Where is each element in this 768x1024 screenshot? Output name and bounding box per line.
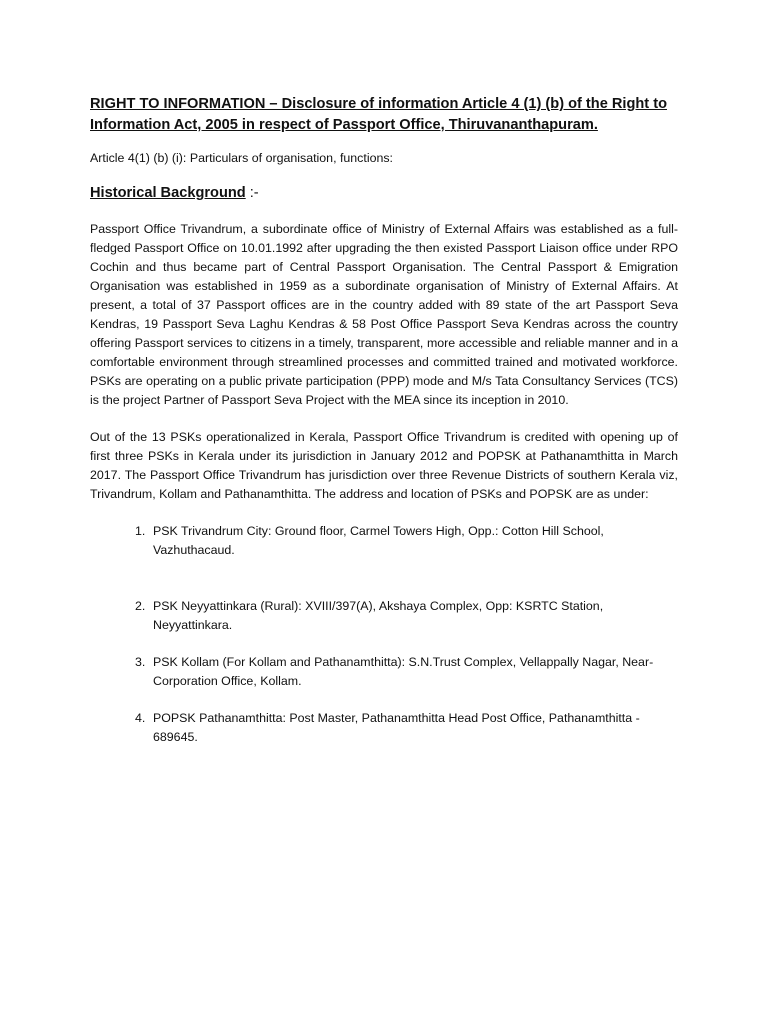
list-item-number: 4. — [135, 711, 146, 725]
list-item-text: PSK Trivandrum City: Ground floor, Carmel Towers High, Opp.: Cotton Hill School, Vazhuthacaud. — [153, 524, 604, 557]
list-item-number: 3. — [135, 655, 146, 669]
paragraph-history: Passport Office Trivandrum, a subordinate office of Ministry of External Affairs was established as a full-fledged Passport Office on 10.01.1992 after upgrading the then existed Passport Liaison office under RPO Cochin and thus became part of Central Passport Organisation. The Central Passport & Emigration Organisation was established in 1959 as a subordinate organisation of Ministry of External Affairs. At present, a total of 37 Passport offices are in the country added with 89 state of the art Passport Seva Kendras, 19 Passport Seva Laghu Kendras & 58 Post Office Passport Seva Kendras across the country offering Passport services to citizens in a timely, transparent, more accessible and reliable manner and in a comfortable environment through streamlined processes and committed trained and motivated workforce. PSKs are operating on a public private participation (PPP) mode and M/s Tata Consultancy Services (TCS) is the project Partner of Passport Seva Project with the MEA since its inception in 2010. — [90, 222, 678, 407]
list-item — [135, 522, 678, 560]
section-heading — [90, 183, 678, 203]
list-item-text: PSK Kollam (For Kollam and Pathanamthitta): S.N.Trust Complex, Vellappally Nagar, Near- Corporation Office, Kollam. — [153, 655, 654, 688]
list-item — [135, 653, 678, 691]
list-item — [135, 709, 678, 747]
list-item — [135, 597, 678, 635]
list-item-text: POPSK Pathanamthitta: Post Master, Pathanamthitta Head Post Office, Pathanamthitta - 689645. — [153, 711, 640, 744]
section-heading-suffix: :- — [245, 185, 259, 201]
list-item-number: 2. — [135, 599, 146, 613]
location-list — [90, 522, 678, 747]
list-item-text: PSK Neyyattinkara (Rural): XVIII/397(A), Akshaya Complex, Opp: KSRTC Station, Neyyattinkara. — [153, 599, 604, 632]
document-page — [90, 94, 678, 765]
list-item-number: 1. — [135, 524, 146, 538]
paragraph-kerala-psks: Out of the 13 PSKs operationalized in Kerala, Passport Office Trivandrum is credited with opening up of first three PSKs in Kerala under its jurisdiction in January 2012 and POPSK at Pathanamthitta in March 2017. The Passport Office Trivandrum has jurisdiction over three Revenue Districts of southern Kerala viz, Trivandrum, Kollam and Pathanamthitta. The address and location of PSKs and POPSK are as under: — [90, 430, 678, 501]
section-heading-text: Historical Background — [90, 185, 246, 201]
document-title: RIGHT TO INFORMATION – Disclosure of information Article 4 (1) (b) of the Right to Information Act, 2005 in respect of Passport Office, Thiruvananthapuram. — [90, 96, 667, 133]
article-subtitle: Article 4(1) (b) (i): Particulars of organisation, functions: — [90, 151, 393, 165]
